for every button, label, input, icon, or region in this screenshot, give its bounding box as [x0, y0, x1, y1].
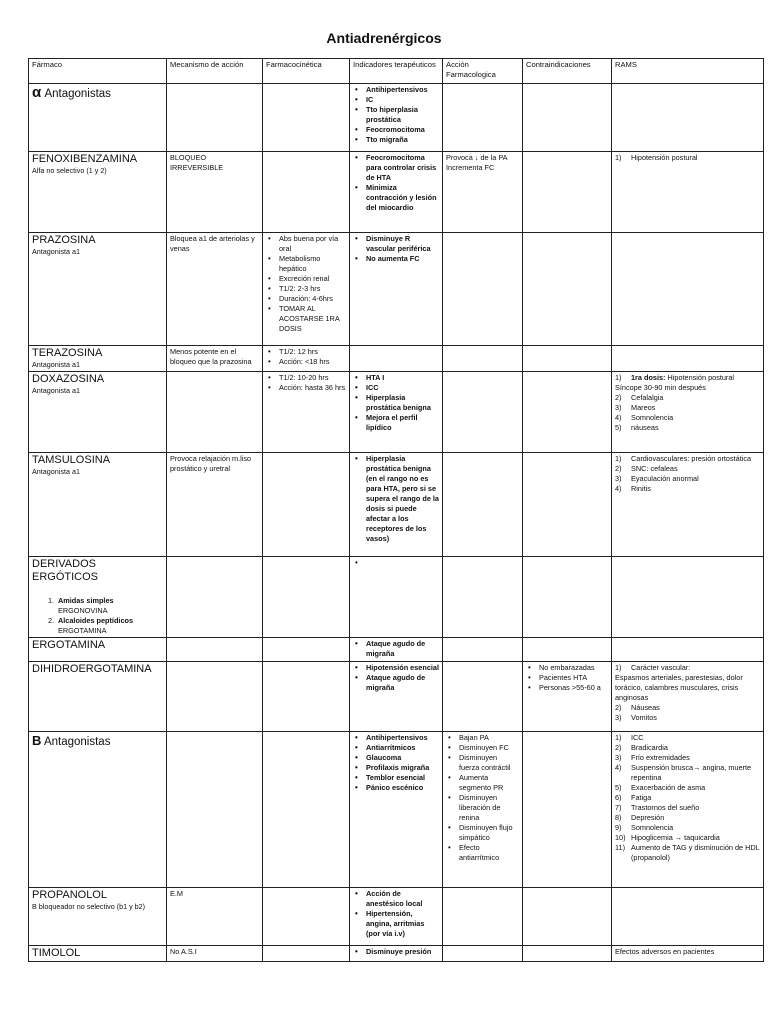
list-item: • Antihipertensivos: [366, 733, 439, 743]
header-accion: Acción Farmacologica: [443, 59, 523, 84]
drug-name: TAMSULOSINA: [32, 454, 111, 466]
drug-name: DIHIDROERGOTAMINA: [32, 663, 152, 675]
group-heading-beta: B Antagonistas: [32, 733, 111, 748]
rams-detail: Espasmos arteriales, parestesias, dolor torácico, calambres musculares, crisis anginosas: [615, 673, 743, 702]
empty-bullet: [366, 558, 439, 568]
ergot-derivatives-list: [32, 596, 163, 636]
list-item: • Disminuye R vascular periférica: [366, 234, 439, 254]
list-item: • Disminuyen flujo simpático: [459, 823, 519, 843]
table-row: [29, 346, 764, 372]
syncope-note: Síncope 30-90 min después: [615, 383, 706, 392]
mechanism-cell: No A.S.I: [167, 946, 263, 962]
list-item: 3) Frío extremidades: [615, 753, 690, 762]
mechanism-cell: E.M: [167, 888, 263, 946]
list-item: 5) Exacerbación de asma: [615, 783, 706, 792]
list-item: • Personas >55-60 a: [539, 683, 608, 693]
list-item: 3) Eyaculación anormal: [615, 474, 699, 483]
list-item: • Hipertensión, angina, arritmias (por vía i.v): [366, 909, 439, 939]
list-item: • Disminuyen FC: [459, 743, 519, 753]
list-item: 4) Somnolencia: [615, 413, 674, 422]
list-item: • Acción: hasta 36 hrs: [279, 383, 346, 393]
list-item: • IC: [366, 95, 439, 105]
list-item: • Hipotensión esencial: [366, 663, 439, 673]
list-item: • Excreción renal: [279, 274, 346, 284]
list-item: • Duración: 4-6hrs: [279, 294, 346, 304]
drug-name: DOXAZOSINA: [32, 373, 105, 385]
list-item: • TOMAR AL ACOSTARSE 1RA DOSIS: [279, 304, 346, 334]
drug-subtitle: Alfa no selectivo (1 y 2): [32, 166, 107, 175]
list-item: • Bajan PA: [459, 733, 519, 743]
table-row: [29, 557, 764, 638]
list-item: • Pacientes HTA: [539, 673, 608, 683]
list-item: • Feocromocitoma para controlar crisis de HTA: [366, 153, 439, 183]
list-item: • Antihipertensivos: [366, 85, 439, 95]
list-item: • Profilaxis migraña: [366, 763, 439, 773]
list-item: 5) náuseas: [615, 423, 659, 432]
list-item: • T1/2: 2-3 hrs: [279, 284, 346, 294]
table-row: [29, 732, 764, 888]
accion-line: Incrementa FC: [446, 163, 495, 172]
list-item: • Temblor esencial: [366, 773, 439, 783]
list-item: • Glaucoma: [366, 753, 439, 763]
list-item: • Disminuyen fuerza contráctil: [459, 753, 519, 773]
table-row: [29, 453, 764, 557]
list-item: 1) Hipotensión postural: [615, 153, 698, 162]
list-item: 9) Somnolencia: [615, 823, 674, 832]
drug-name: PRAZOSINA: [32, 234, 96, 246]
list-item: • T1/2: 12 hrs: [279, 347, 346, 357]
group-heading-alpha: α Antagonistas: [32, 84, 111, 101]
table-row: [29, 638, 764, 662]
list-item: 2. Alcaloides peptídicos ERGOTAMINA: [48, 616, 134, 635]
list-item: 11) Aumento de TAG y disminución de HDL (propanolol): [615, 843, 760, 862]
table-row: [29, 233, 764, 346]
list-item: • Hiperplasia prostática benigna (en el rango no es para HTA, pero si se supera el rango de la dosis si puede afectar a los receptores de los vasos): [366, 454, 439, 544]
list-item: • Minimiza contracción y lesión del miocardio: [366, 183, 439, 213]
list-item: 1) Carácter vascular:: [615, 663, 691, 672]
drug-name: TIMOLOL: [32, 947, 81, 959]
list-item: • HTA I: [366, 373, 439, 383]
list-item: 7) Trastornos del sueño: [615, 803, 700, 812]
drug-subtitle: Antagonista a1: [32, 467, 80, 476]
drug-name: PROPANOLOL: [32, 889, 107, 901]
drug-name: FENOXIBENZAMINA: [32, 153, 138, 165]
mechanism-cell: BLOQUEO IRREVERSIBLE: [167, 152, 263, 233]
list-item: • Efecto antiarrítmico: [459, 843, 519, 863]
alpha-symbol: α: [32, 84, 42, 101]
list-item: 2) Náuseas: [615, 703, 660, 712]
list-item: 1) ICC: [615, 733, 644, 742]
drug-name: TERAZOSINA: [32, 347, 103, 359]
table-row: [29, 662, 764, 732]
table-row: [29, 372, 764, 453]
list-item: • Acción de anestésico local: [366, 889, 439, 909]
drug-subtitle: B bloqueador no selectivo (b1 y b2): [32, 902, 146, 911]
header-rams: RAMS: [612, 59, 764, 84]
header-indicadores: Indicadores terapéuticos: [350, 59, 443, 84]
mechanism-cell: Bloquea a1 de arteriolas y venas: [167, 233, 263, 346]
table-row: [29, 888, 764, 946]
list-indicadores: [353, 85, 439, 145]
drug-table: [28, 58, 764, 962]
drug-name: ERGOTAMINA: [32, 639, 106, 651]
list-item: 1) Cardiovasculares: presión ortostática: [615, 454, 752, 463]
list-item: • Ataque agudo de migraña: [366, 639, 439, 659]
table-row: [29, 152, 764, 233]
header-mecanismo: Mecanismo de acción: [167, 59, 263, 84]
list-item: 4) Rinitis: [615, 484, 651, 493]
drug-subtitle: Antagonista a1: [32, 360, 80, 369]
list-item: 8) Depresión: [615, 813, 665, 822]
list-item: • ICC: [366, 383, 439, 393]
header-farmacocinetica: Farmacocinética: [263, 59, 350, 84]
accion-line: Provoca ↓ de la PA: [446, 153, 508, 162]
list-item: • Acción: <18 hrs: [279, 357, 346, 367]
list-item: 3) Mareos: [615, 403, 656, 412]
list-item: • T1/2: 10-20 hrs: [279, 373, 346, 383]
mechanism-cell: Provoca relajación m.liso prostático y uretral: [167, 453, 263, 557]
list-item: 3) Vomitos: [615, 713, 657, 722]
list-item: 1. Amidas simples ERGONOVINA: [48, 596, 114, 615]
list-item: • No aumenta FC: [366, 254, 439, 264]
list-item: • Tto hiperplasia prostática: [366, 105, 439, 125]
page-title: Antiadrenérgicos: [326, 30, 442, 46]
drug-name: DERIVADOS ERGÓTICOS: [32, 558, 99, 583]
list-item: 2) Cefalalgia: [615, 393, 664, 402]
list-item: 10) Hipoglicemia → taquicardia: [615, 833, 720, 842]
header-contraindicaciones: Contraindicaciones: [523, 59, 612, 84]
list-item: • Ataque agudo de migraña: [366, 673, 439, 693]
beta-symbol: B: [32, 733, 42, 748]
list-item: • Mejora el perfil lipídico: [366, 413, 439, 433]
list-item: • Feocromocitoma: [366, 125, 439, 135]
drug-subtitle: Antagonista a1: [32, 386, 80, 395]
list-item: • Antiarrítmicos: [366, 743, 439, 753]
table-row: [29, 84, 764, 152]
list-item: 2) Bradicardia: [615, 743, 668, 752]
list-item: 1) 1ra dosis: Hipotensión postural: [615, 373, 735, 382]
list-item: • Disminuye presión: [366, 947, 439, 957]
table-row: [29, 946, 764, 962]
list-item: • Disminuyen liberación de renina: [459, 793, 519, 823]
list-item: 6) Fatiga: [615, 793, 652, 802]
rams-cell: Efectos adversos en pacientes: [612, 946, 764, 962]
list-item: • Aumenta segmento PR: [459, 773, 519, 793]
list-item: • Metabolismo hepático: [279, 254, 346, 274]
list-item: 4) Suspensión brusca→ angina, muerte repentina: [615, 763, 752, 782]
list-item: • Pánico escénico: [366, 783, 439, 793]
header-row: [29, 59, 764, 84]
list-item: • No embarazadas: [539, 663, 608, 673]
list-item: 2) SNC: cefaleas: [615, 464, 678, 473]
list-item: • Tto migraña: [366, 135, 439, 145]
drug-subtitle: Antagonista a1: [32, 247, 80, 256]
list-item: • Hiperplasia prostática benigna: [366, 393, 439, 413]
mechanism-cell: Menos potente en el bloqueo que la prazosina: [167, 346, 263, 372]
list-item: • Abs buena por vía oral: [279, 234, 346, 254]
header-farmaco: Fármaco: [29, 59, 167, 84]
